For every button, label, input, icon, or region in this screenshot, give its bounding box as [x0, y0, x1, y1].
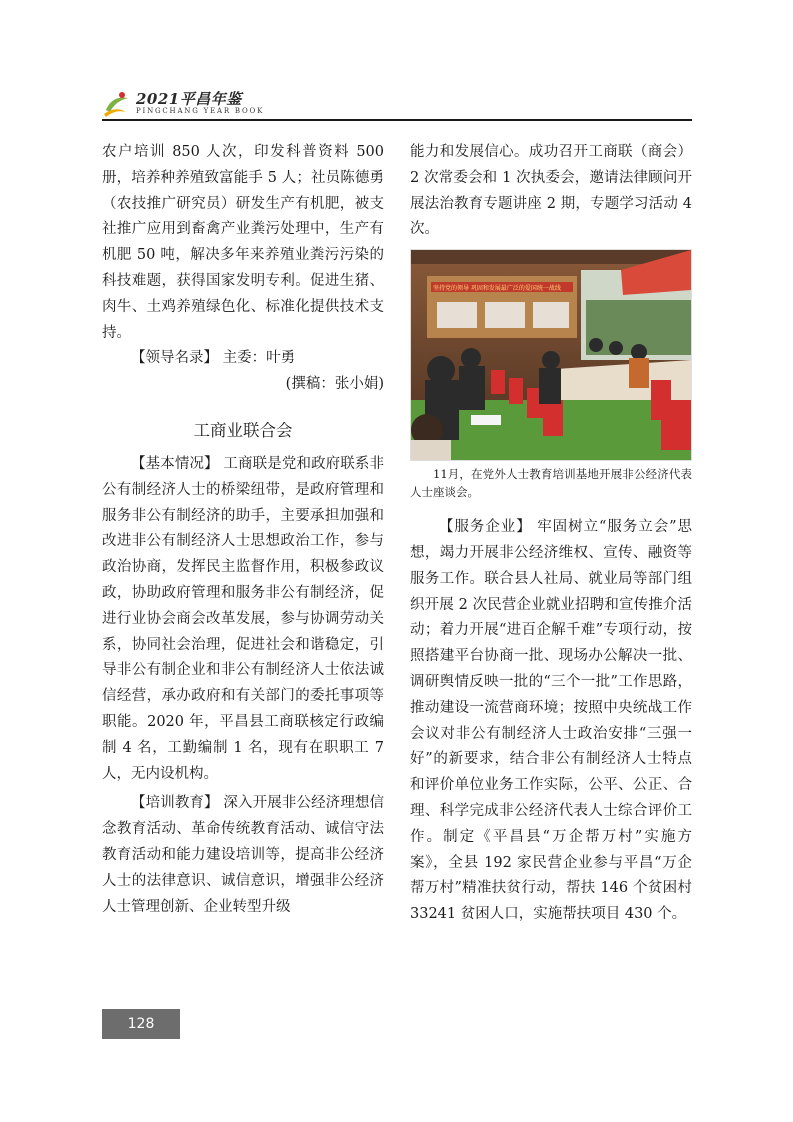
- photo-banner-text: 坚持党的领导 巩固和发展最广泛的爱国统一战线: [433, 285, 561, 293]
- photo-caption: 11月，在党外人士教育培训基地开展非公经济代表人士座谈会。: [410, 467, 692, 500]
- page-number: 128: [102, 1009, 180, 1039]
- header-divider: [102, 119, 692, 121]
- meeting-photo-image: [411, 250, 691, 460]
- left-column: [102, 140, 384, 920]
- page-header: [102, 86, 692, 122]
- leaders-tag: 【领导名录】: [131, 350, 218, 367]
- paragraph-continuation-right: 能力和发展信心。成功召开工商联（商会）2 次常委会和 1 次执委会，邀请法律顾问开展法治教育专题讲座 2 期，专题学习活动 4 次。: [410, 144, 692, 238]
- basic-text: 工商联是党和政府联系非公有制经济人士的桥梁纽带，是政府管理和服务非公有制经济的助手，主要承担加强和改进非公有制经济人士思想政治工作，参与政治协商，发挥民主监督作用，积极参政议政，协助政府管理和服务非公有制经济，促进行业协会商会改革发展，参与协调劳动关系，协同社会治理，促进社会和谐稳定，引导非公有制企业和非公有制经济人士依法诚信经营，承办政府和有关部门的委托事项等职能。2020 年，平昌县工商联核定行政编制 4 名，工勤编制 1 名，现有在职职工 7 人，无内设机构。: [102, 455, 385, 782]
- meeting-photo: [410, 249, 692, 461]
- basic-paragraph: [102, 452, 384, 787]
- training-tag: 【培训教育】: [131, 795, 219, 812]
- paragraph-continuation: 农户培训 850 人次，印发科普资料 500 册，培养种养殖致富能手 5 人；社员陈德勇（农技推广研究员）研发生产有机肥，被支社推广应用到畜禽产业粪污处理中，生产有机肥 50 吨，解决多年来养殖业粪污污染的科技难题，获得国家发明专利。促进生猪、肉牛、土鸡养殖绿色化、标准化提供技术支持。: [102, 144, 384, 341]
- service-paragraph: [410, 515, 692, 928]
- yearbook-title: 2021平昌年鉴: [136, 90, 242, 108]
- training-paragraph: [102, 791, 384, 920]
- right-column: [410, 140, 692, 928]
- leaders-paragraph: [102, 346, 384, 372]
- author-credit: (撰稿：张小娟): [285, 376, 384, 393]
- yearbook-subtitle: PINGCHANG YEAR BOOK: [136, 107, 265, 115]
- basic-tag: 【基本情况】: [131, 455, 219, 472]
- yearbook-logo-icon: [102, 90, 132, 118]
- section-title: 工商业联合会: [193, 420, 293, 440]
- leaders-text: 主委：叶勇: [222, 350, 296, 367]
- training-text: 深入开展非公经济理想信念教育活动、革命传统教育活动、诚信守法教育活动和能力建设培训等，提高非公经济人士的法律意识、诚信意识，增强非公经济人士管理创新、企业转型升级: [102, 795, 385, 915]
- service-text: 牢固树立“服务立会”思想，竭力开展非公经济维权、宣传、融资等服务工作。联合县人社局、就业局等部门组织开展 2 次民营企业就业招聘和宣传推介活动；着力开展“进百企解千难”专项行动，按照搭建平台协商一批、现场办公解决一批、调研舆情反映一批的“三个一批”工作思路，推动建设一流营商环境；按照中央统战工作会议对非公有制经济人士政治安排“三强一好”的新要求，结合非公有制经济人士特点和评价单位业务工作实际，公平、公正、合理、科学完成非公经济代表人士综合评价工作。制定《平昌县“万企帮万村”实施方案》，全县 192 家民营企业参与平昌“万企帮万村”精准扶贫行动，帮扶 146 个贫困村 33241 贫困人口，实施帮扶项目 430 个。: [410, 519, 693, 923]
- service-tag: 【服务企业】: [439, 519, 532, 536]
